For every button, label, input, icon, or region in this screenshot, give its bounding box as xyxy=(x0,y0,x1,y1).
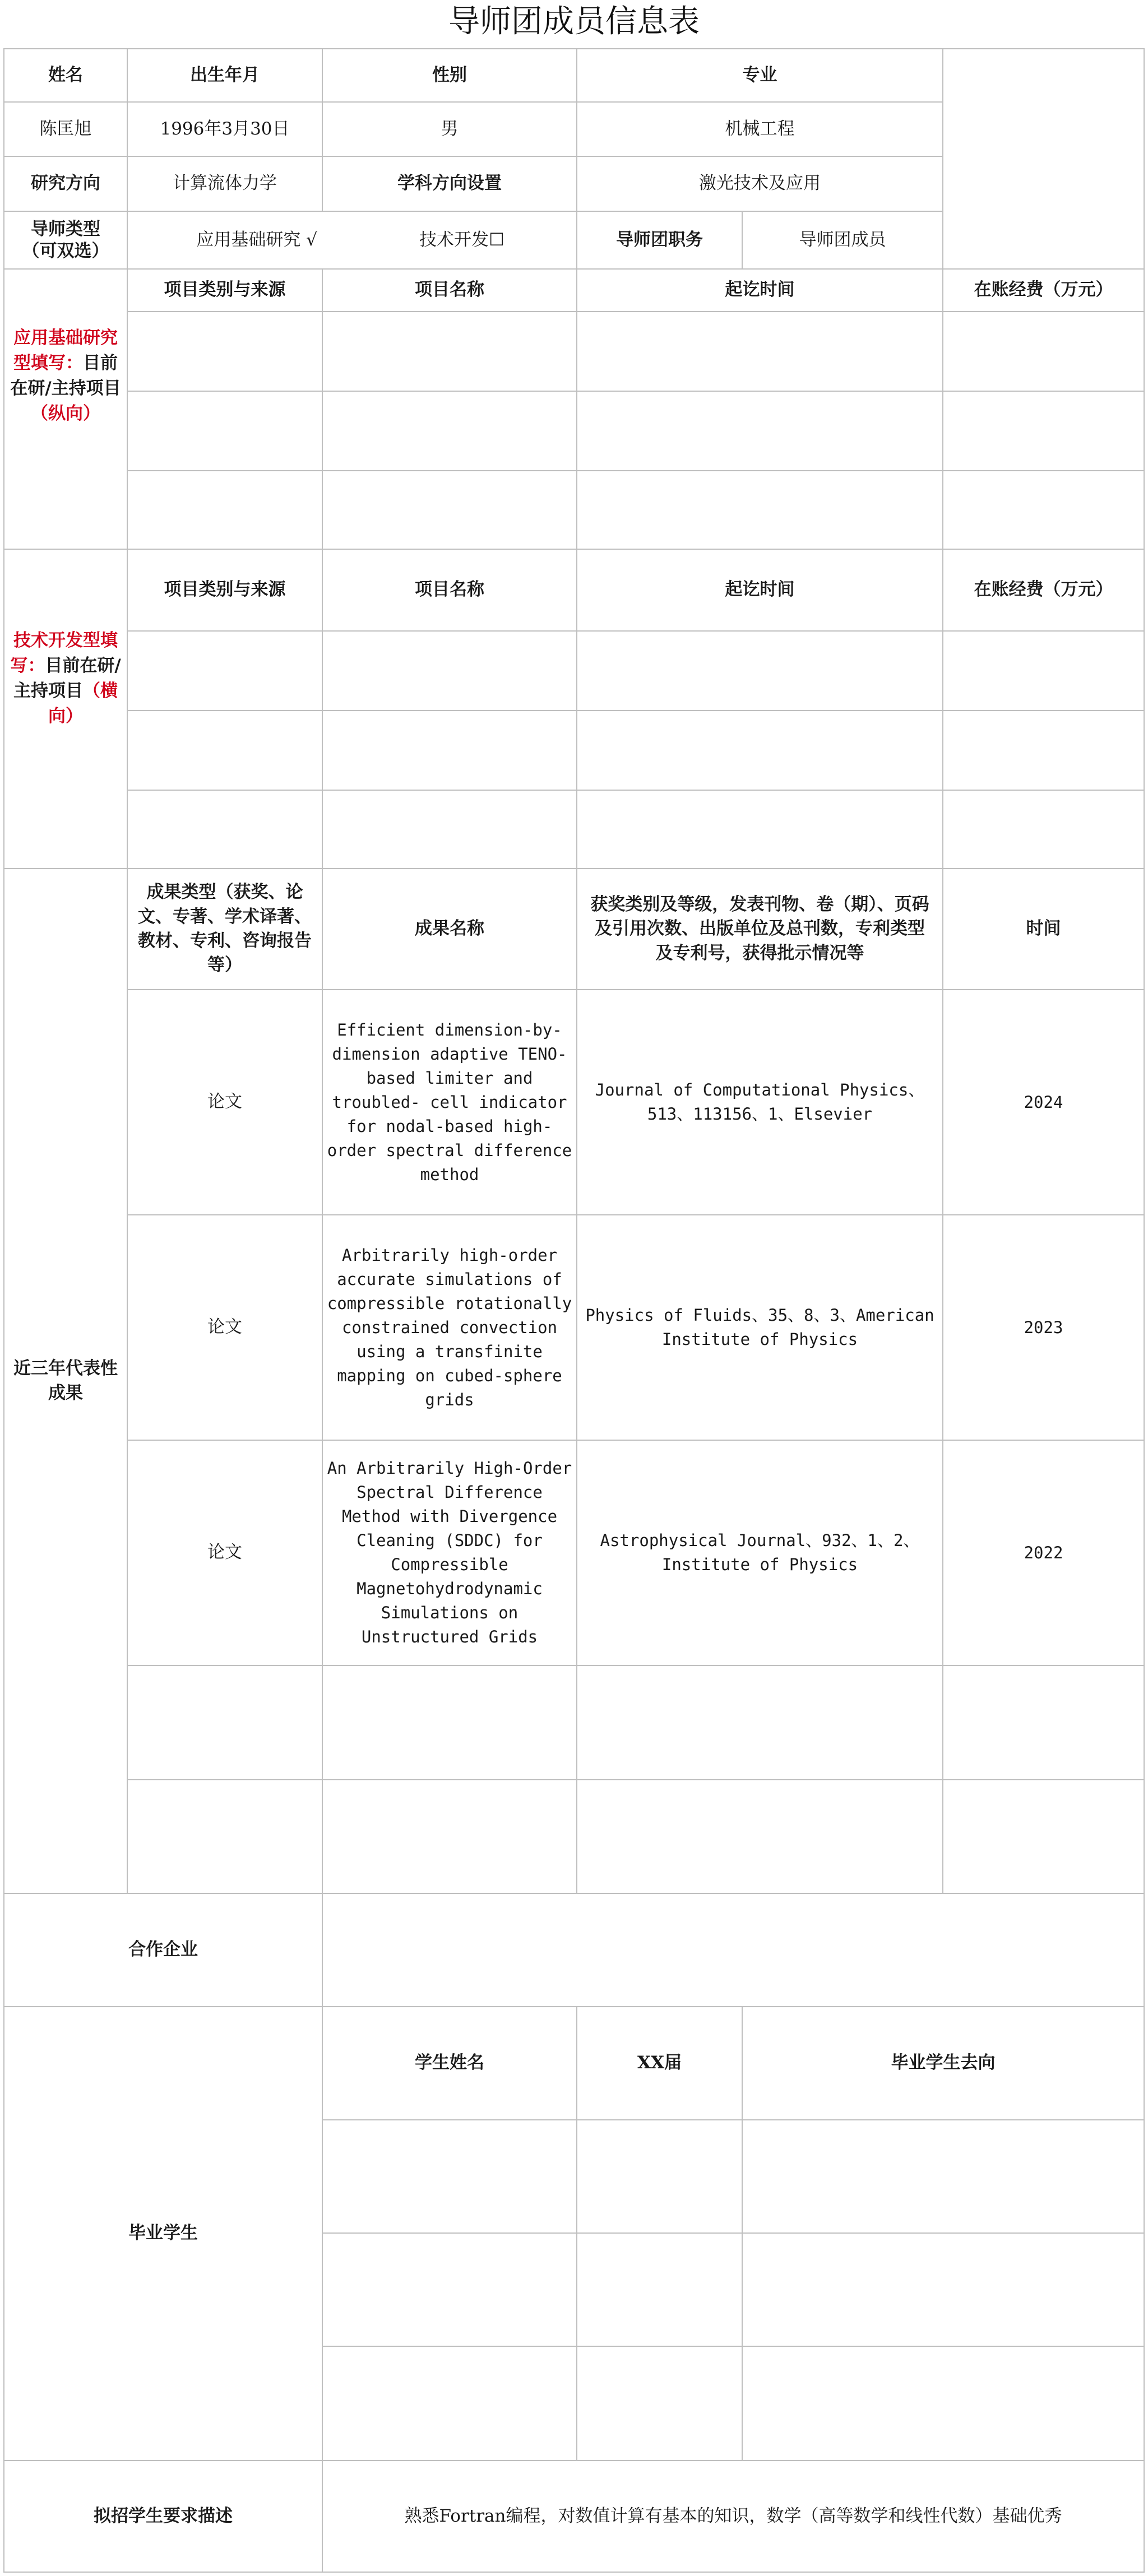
value-role: 导师团成员 xyxy=(742,211,943,270)
applied-header-source: 项目类别与来源 xyxy=(127,268,323,312)
value-discipline: 激光技术及应用 xyxy=(576,156,943,212)
tech-row-2-funds[interactable] xyxy=(942,710,1145,791)
header-name: 姓名 xyxy=(3,48,128,103)
tech-row-2-period[interactable] xyxy=(576,710,943,791)
graduate-3-class[interactable] xyxy=(576,2346,743,2461)
header-major: 专业 xyxy=(576,48,943,103)
graduate-1-name[interactable] xyxy=(322,2119,577,2234)
mentor-type-applied-option[interactable]: 应用基础研究 √ xyxy=(127,211,323,270)
achievement-5-year[interactable] xyxy=(942,1779,1145,1894)
tech-row-1-period[interactable] xyxy=(576,630,943,711)
achievement-4-detail[interactable] xyxy=(576,1665,943,1780)
achievement-4-type[interactable] xyxy=(127,1665,323,1780)
applied-row-2-name[interactable] xyxy=(322,391,577,471)
partner-label: 合作企业 xyxy=(3,1893,323,2007)
tech-row-1-source[interactable] xyxy=(127,630,323,711)
achievements-label: 近三年代表性成果 xyxy=(3,868,128,1894)
mentor-type-hint: （可双选） xyxy=(22,240,109,261)
tech-row-3-period[interactable] xyxy=(576,790,943,869)
tech-row-3-source[interactable] xyxy=(127,790,323,869)
tech-projects-label xyxy=(3,549,128,869)
value-research: 计算流体力学 xyxy=(127,156,323,212)
applied-row-1-name[interactable] xyxy=(322,311,577,392)
graduates-header-name: 学生姓名 xyxy=(322,2006,577,2120)
graduates-header-class: XX届 xyxy=(576,2006,743,2120)
tech-header-source: 项目类别与来源 xyxy=(127,549,323,632)
header-research: 研究方向 xyxy=(3,156,128,212)
achievements-header-detail: 获奖类别及等级，发表刊物、卷（期）、页码及引用次数、出版单位及总刊数，专利类型及专利号，获得批示情况等 xyxy=(576,868,943,990)
value-major: 机械工程 xyxy=(576,101,943,157)
requirements-text: 熟悉Fortran编程，对数值计算有基本的知识，数学（高等数学和线性代数）基础优秀 xyxy=(322,2460,1145,2573)
applied-label-black: 目前在研/主持项目 xyxy=(10,352,121,398)
achievement-2-year: 2023 xyxy=(942,1214,1145,1441)
graduate-2-class[interactable] xyxy=(576,2232,743,2347)
applied-row-3-source[interactable] xyxy=(127,470,323,550)
achievement-3-name: An Arbitrarily High-Order Spectral Difference Method with Divergence Cleaning (SDDC) for Compressible Magnetohydrodynamic Simulations on Unstructured Grids xyxy=(322,1440,577,1666)
achievement-1-year: 2024 xyxy=(942,989,1145,1215)
achievement-2-type: 论文 xyxy=(127,1214,323,1441)
achievement-5-detail[interactable] xyxy=(576,1779,943,1894)
tech-label-direction: （横向） xyxy=(48,680,118,726)
achievements-header-name: 成果名称 xyxy=(322,868,577,990)
tech-label-red: 技术开发型填写： xyxy=(10,630,118,676)
value-birth: 1996年3月30日 xyxy=(127,101,323,157)
graduate-1-class[interactable] xyxy=(576,2119,743,2234)
graduate-1-destination[interactable] xyxy=(742,2119,1145,2234)
applied-row-2-period[interactable] xyxy=(576,391,943,471)
header-mentor-type xyxy=(3,211,128,270)
applied-label-red: 应用基础研究型填写： xyxy=(13,328,118,373)
achievements-header-year: 时间 xyxy=(942,868,1145,990)
applied-header-name: 项目名称 xyxy=(322,268,577,312)
achievement-3-type: 论文 xyxy=(127,1440,323,1666)
achievement-3-year: 2022 xyxy=(942,1440,1145,1666)
tech-row-1-name[interactable] xyxy=(322,630,577,711)
applied-row-1-period[interactable] xyxy=(576,311,943,392)
graduates-header-destination: 毕业学生去向 xyxy=(742,2006,1145,2120)
achievement-2-name: Arbitrarily high-order accurate simulations of compressible rotationally constrained convection using a transfinite mapping on cubed-sphere grids xyxy=(322,1214,577,1441)
value-name: 陈匡旭 xyxy=(3,101,128,157)
page-title: 导师团成员信息表 xyxy=(448,3,700,40)
tech-row-3-name[interactable] xyxy=(322,790,577,869)
header-role: 导师团职务 xyxy=(576,211,743,270)
applied-row-1-source[interactable] xyxy=(127,311,323,392)
graduate-2-name[interactable] xyxy=(322,2232,577,2347)
applied-row-3-funds[interactable] xyxy=(942,470,1145,550)
achievement-5-type[interactable] xyxy=(127,1779,323,1894)
tech-row-2-name[interactable] xyxy=(322,710,577,791)
graduate-2-destination[interactable] xyxy=(742,2232,1145,2347)
applied-row-3-period[interactable] xyxy=(576,470,943,550)
partner-value[interactable] xyxy=(322,1893,1145,2007)
header-discipline: 学科方向设置 xyxy=(322,156,577,212)
graduate-3-destination[interactable] xyxy=(742,2346,1145,2461)
applied-row-1-funds[interactable] xyxy=(942,311,1145,392)
value-gender: 男 xyxy=(322,101,577,157)
applied-header-funds: 在账经费（万元） xyxy=(942,268,1145,312)
graduates-label: 毕业学生 xyxy=(3,2006,323,2461)
photo-box xyxy=(942,48,1145,270)
applied-row-2-funds[interactable] xyxy=(942,391,1145,471)
achievement-1-type: 论文 xyxy=(127,989,323,1215)
mentor-type-label: 导师类型 xyxy=(31,219,100,239)
applied-header-period: 起讫时间 xyxy=(576,268,943,312)
header-gender: 性别 xyxy=(322,48,577,103)
tech-label-black: 目前在研/主持项目 xyxy=(13,655,121,701)
achievements-header-type: 成果类型（获奖、论文、专著、学术译著、教材、专利、咨询报告等） xyxy=(127,868,323,990)
tech-row-3-funds[interactable] xyxy=(942,790,1145,869)
applied-row-3-name[interactable] xyxy=(322,470,577,550)
achievement-5-name[interactable] xyxy=(322,1779,577,1894)
achievement-3-detail: Astrophysical Journal、932、1、2、Institute of Physics xyxy=(576,1440,943,1666)
tech-header-period: 起讫时间 xyxy=(576,549,943,632)
graduate-3-name[interactable] xyxy=(322,2346,577,2461)
applied-row-2-source[interactable] xyxy=(127,391,323,471)
requirements-label: 拟招学生要求描述 xyxy=(3,2460,323,2573)
header-birth: 出生年月 xyxy=(127,48,323,103)
tech-header-funds: 在账经费（万元） xyxy=(942,549,1145,632)
tech-row-1-funds[interactable] xyxy=(942,630,1145,711)
achievement-4-name[interactable] xyxy=(322,1665,577,1780)
tech-header-name: 项目名称 xyxy=(322,549,577,632)
applied-projects-label xyxy=(3,268,128,550)
achievement-1-name: Efficient dimension-by-dimension adaptive TENO-based limiter and troubled- cell indicator for nodal-based high-order spectral difference method xyxy=(322,989,577,1215)
achievement-4-year[interactable] xyxy=(942,1665,1145,1780)
applied-label-direction: （纵向） xyxy=(31,403,100,424)
achievement-2-detail: Physics of Fluids、35、8、3、American Institute of Physics xyxy=(576,1214,943,1441)
achievement-1-detail: Journal of Computational Physics、513、113156、1、Elsevier xyxy=(576,989,943,1215)
mentor-type-tech-option[interactable]: 技术开发☐ xyxy=(322,211,577,270)
tech-row-2-source[interactable] xyxy=(127,710,323,791)
